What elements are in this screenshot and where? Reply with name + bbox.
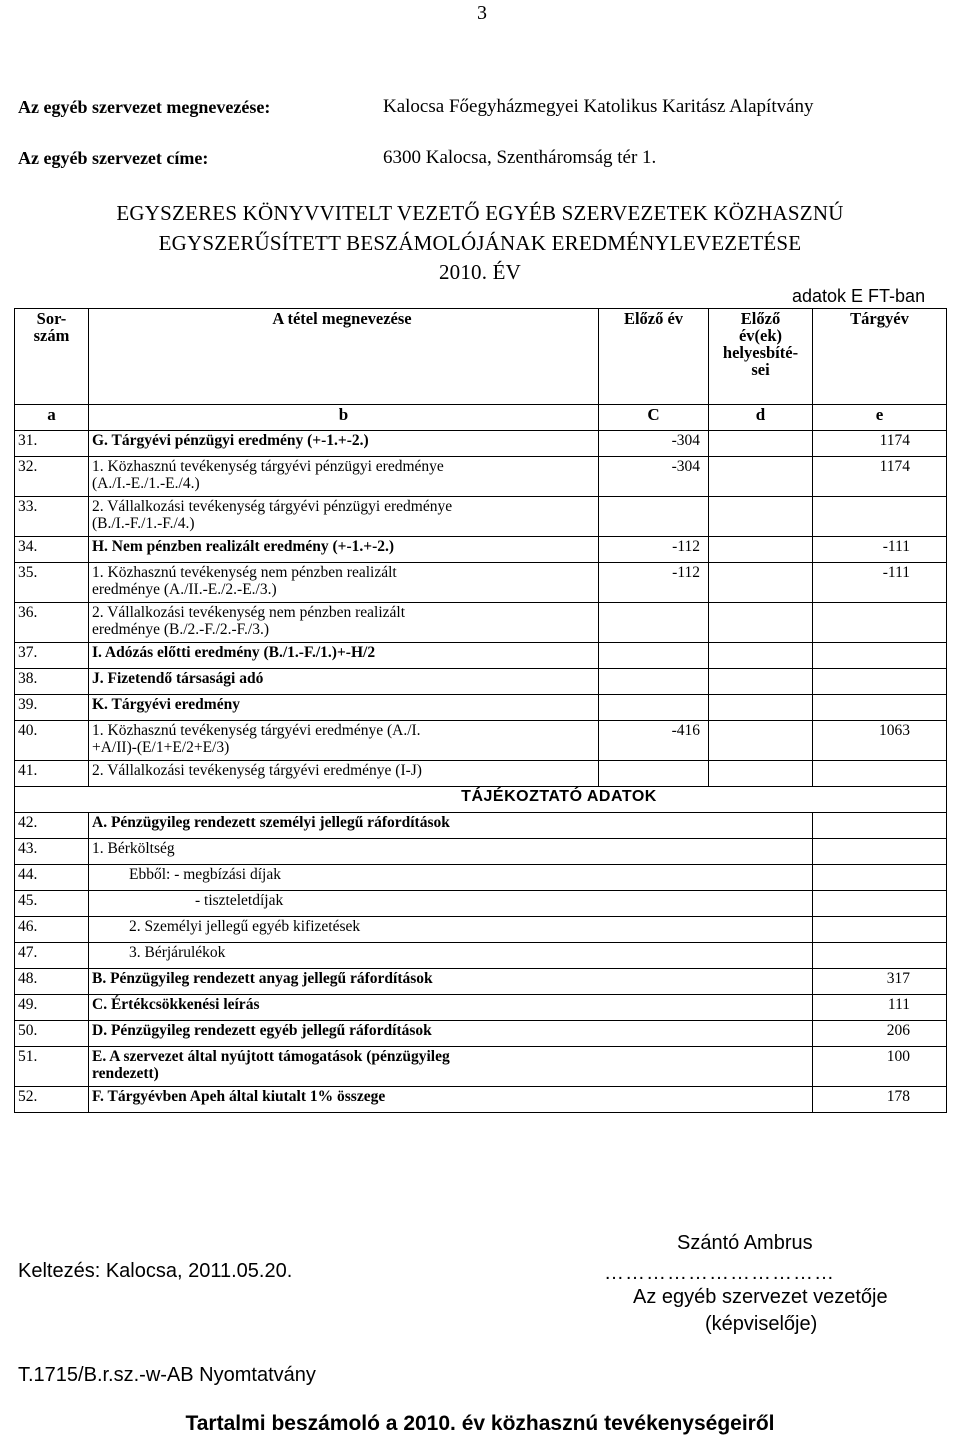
info-no: 45. (15, 891, 89, 917)
row-prev: -416 (599, 721, 709, 761)
row-name: 2. Vállalkozási tevékenység tárgyévi eredménye (I-J) (89, 761, 599, 787)
page-number: 3 (477, 2, 487, 24)
table-row (15, 669, 947, 695)
row-name: G. Tárgyévi pénzügyi eredmény (+-1.+-2.) (89, 431, 599, 457)
row-name (89, 563, 599, 603)
info-no: 46. (15, 917, 89, 943)
row-no: 32. (15, 457, 89, 497)
row-no: 34. (15, 537, 89, 563)
table-row (15, 643, 947, 669)
row-name (89, 457, 599, 497)
row-corr (709, 497, 813, 537)
row-name-line1: 2. Vállalkozási tevékenység tárgyévi pénzügyi eredménye (92, 498, 453, 515)
info-no: 51. (15, 1047, 89, 1087)
row-corr (709, 643, 813, 669)
row-name-line2: eredménye (A./II.-E./2.-E./3.) (92, 581, 277, 598)
info-name: Ebből: - megbízási díjak (89, 865, 813, 891)
row-prev: -304 (599, 431, 709, 457)
row-corr (709, 669, 813, 695)
info-name: A. Pénzügyileg rendezett személyi jellegű ráfordítások (89, 813, 813, 839)
info-cur (813, 943, 947, 969)
row-name-line1: 1. Közhasznú tevékenység tárgyévi pénzügyi eredménye (92, 458, 444, 475)
row-cur: -111 (813, 563, 947, 603)
header-corr (709, 309, 813, 405)
table-row (15, 563, 947, 603)
report-title-line1: EGYSZERES KÖNYVVITELT VEZETŐ EGYÉB SZERVEZETEK KÖZHASZNÚ (116, 201, 844, 225)
info-cur (813, 813, 947, 839)
row-corr (709, 761, 813, 787)
row-no: 38. (15, 669, 89, 695)
letter-e: e (813, 405, 947, 431)
letter-b: b (89, 405, 599, 431)
row-cur (813, 761, 947, 787)
info-no: 43. (15, 839, 89, 865)
table-row (15, 431, 947, 457)
info-name-line1: E. A szervezet által nyújtott támogatások (pénzügyileg (92, 1048, 450, 1065)
row-corr (709, 721, 813, 761)
info-cur: 111 (813, 995, 947, 1021)
row-no: 41. (15, 761, 89, 787)
info-name: 2. Személyi jellegű egyéb kifizetések (89, 917, 813, 943)
info-cur: 206 (813, 1021, 947, 1047)
row-no: 35. (15, 563, 89, 603)
row-cur (813, 497, 947, 537)
row-cur (813, 669, 947, 695)
info-name: B. Pénzügyileg rendezett anyag jellegű ráfordítások (89, 969, 813, 995)
info-row (15, 1087, 947, 1113)
row-prev: -112 (599, 537, 709, 563)
date-line: Keltezés: Kalocsa, 2011.05.20. (18, 1260, 293, 1282)
info-row (15, 865, 947, 891)
row-no: 33. (15, 497, 89, 537)
row-name (89, 721, 599, 761)
info-no: 50. (15, 1021, 89, 1047)
letter-d: d (709, 405, 813, 431)
info-name: D. Pénzügyileg rendezett egyéb jellegű ráfordítások (89, 1021, 813, 1047)
header-no (15, 309, 89, 405)
info-name: F. Tárgyévben Apeh által kiutalt 1% összege (89, 1087, 813, 1113)
header-no-line2: szám (33, 326, 70, 345)
row-name (89, 603, 599, 643)
row-name: K. Tárgyévi eredmény (89, 695, 599, 721)
unit-note: adatok E FT-ban (792, 286, 926, 306)
row-name-line1: 1. Közhasznú tevékenység tárgyévi eredménye (A./I. (92, 722, 421, 739)
signer-role-representative: (képviselője) (705, 1313, 818, 1335)
row-prev: -304 (599, 457, 709, 497)
row-name: J. Fizetendő társasági adó (89, 669, 599, 695)
row-prev (599, 497, 709, 537)
org-name-value: Kalocsa Főegyházmegyei Katolikus Karitász Alapítvány (383, 96, 814, 117)
info-name (89, 1047, 813, 1087)
row-no: 40. (15, 721, 89, 761)
table-row (15, 537, 947, 563)
info-no: 49. (15, 995, 89, 1021)
column-letter-row (15, 405, 947, 431)
info-no: 52. (15, 1087, 89, 1113)
row-cur: -111 (813, 537, 947, 563)
row-name-line1: 2. Vállalkozási tevékenység nem pénzben realizált (92, 604, 406, 621)
row-cur: 1174 (813, 431, 947, 457)
row-name: H. Nem pénzben realizált eredmény (+-1.+-2.) (89, 537, 599, 563)
row-prev (599, 603, 709, 643)
section-header-row (15, 787, 947, 813)
row-name (89, 497, 599, 537)
header-no-line1: Sor- (36, 309, 67, 328)
row-corr (709, 695, 813, 721)
info-name: 3. Bérjárulékok (89, 943, 813, 969)
result-table (14, 308, 947, 1113)
row-no: 31. (15, 431, 89, 457)
info-name: C. Értékcsökkenési leírás (89, 995, 813, 1021)
info-row (15, 1021, 947, 1047)
row-prev (599, 643, 709, 669)
info-cur: 178 (813, 1087, 947, 1113)
section-title: TÁJÉKOZTATÓ ADATOK (15, 787, 947, 813)
info-row (15, 969, 947, 995)
info-row (15, 839, 947, 865)
header-name: A tétel megnevezése (89, 309, 599, 405)
table-row (15, 695, 947, 721)
row-name-line2: eredménye (B./2.-F./2.-F./3.) (92, 621, 270, 638)
info-no: 42. (15, 813, 89, 839)
info-row (15, 943, 947, 969)
info-row (15, 917, 947, 943)
table-row (15, 457, 947, 497)
table-row (15, 761, 947, 787)
info-row (15, 813, 947, 839)
row-corr (709, 537, 813, 563)
row-no: 36. (15, 603, 89, 643)
row-prev: -112 (599, 563, 709, 603)
table-row (15, 603, 947, 643)
info-name: 1. Bérköltség (89, 839, 813, 865)
header-corr-line3: helyesbíté- (722, 343, 799, 362)
info-no: 48. (15, 969, 89, 995)
info-cur: 100 (813, 1047, 947, 1087)
org-address-value: 6300 Kalocsa, Szentháromság tér 1. (383, 147, 657, 168)
signer-role: Az egyéb szervezet vezetője (633, 1286, 888, 1308)
table-row (15, 721, 947, 761)
form-code: T.1715/B.r.sz.-w-AB Nyomtatvány (18, 1364, 316, 1386)
letter-a: a (15, 405, 89, 431)
row-prev (599, 761, 709, 787)
header-cur: Tárgyév (813, 309, 947, 405)
info-row (15, 891, 947, 917)
row-no: 39. (15, 695, 89, 721)
row-cur: 1063 (813, 721, 947, 761)
info-cur (813, 865, 947, 891)
row-corr (709, 563, 813, 603)
info-cur (813, 891, 947, 917)
row-name-line1: 1. Közhasznú tevékenység nem pénzben realizált (92, 564, 397, 581)
bottom-title: Tartalmi beszámoló a 2010. év közhasznú tevékenységeiről (185, 1412, 775, 1435)
row-no: 37. (15, 643, 89, 669)
info-no: 47. (15, 943, 89, 969)
row-corr (709, 457, 813, 497)
row-corr (709, 431, 813, 457)
row-cur (813, 695, 947, 721)
header-corr-line1: Előző (740, 309, 781, 328)
header-corr-line2: év(ek) (738, 326, 783, 345)
info-row (15, 995, 947, 1021)
header-corr-line4: sei (751, 360, 770, 379)
table-row (15, 497, 947, 537)
row-cur (813, 643, 947, 669)
info-cur: 317 (813, 969, 947, 995)
report-title-year: 2010. ÉV (438, 260, 522, 284)
signature-dots: …………………………… (604, 1262, 835, 1284)
row-name-line2: (B./I.-F./1.-F./4.) (92, 515, 195, 532)
row-prev (599, 695, 709, 721)
org-address-label: Az egyéb szervezet címe: (18, 148, 209, 168)
report-title-line2: EGYSZERŰSÍTETT BESZÁMOLÓJÁNAK EREDMÉNYLEVEZETÉSE (158, 231, 802, 255)
row-cur: 1174 (813, 457, 947, 497)
header-prev: Előző év (599, 309, 709, 405)
info-no: 44. (15, 865, 89, 891)
info-cur (813, 839, 947, 865)
signer-name: Szántó Ambrus (677, 1232, 813, 1254)
row-name-line2: (A./I.-E./1.-E./4.) (92, 475, 200, 492)
row-prev (599, 669, 709, 695)
row-cur (813, 603, 947, 643)
letter-c: C (599, 405, 709, 431)
info-cur (813, 917, 947, 943)
table-header-row (15, 309, 947, 405)
row-name: I. Adózás előtti eredmény (B./1.-F./1.)+-H/2 (89, 643, 599, 669)
org-name-label: Az egyéb szervezet megnevezése: (18, 97, 271, 117)
info-row (15, 1047, 947, 1087)
row-corr (709, 603, 813, 643)
info-name-line2: rendezett) (92, 1065, 159, 1082)
info-name: - tiszteletdíjak (89, 891, 813, 917)
row-name-line2: +A/II)-(E/1+E/2+E/3) (92, 739, 230, 756)
